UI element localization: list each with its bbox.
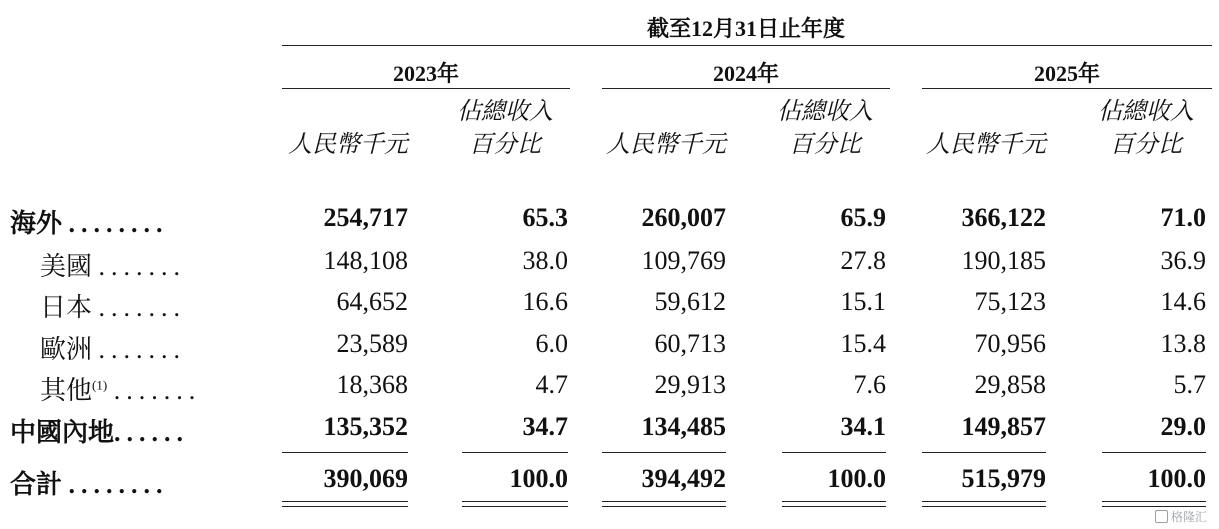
total-rule-top xyxy=(282,452,408,453)
year-rule-2023 xyxy=(282,88,570,89)
cell-mainland-2024-pct: 34.1 xyxy=(840,412,886,441)
cell-overseas-2025-rmb: 366,122 xyxy=(961,203,1046,232)
cell-usa-2025-pct: 36.9 xyxy=(1160,246,1206,275)
total-rule-top xyxy=(602,452,726,453)
row-label-mainland-china: 中國內地...... xyxy=(10,418,190,447)
total-double-rule xyxy=(602,501,726,507)
cell-others-2025-rmb: 29,858 xyxy=(974,370,1046,399)
col-rmb-2024: 人民幣千元 xyxy=(606,132,726,158)
cell-mainland-2023-pct: 34.7 xyxy=(522,412,568,441)
total-double-rule xyxy=(1102,501,1206,507)
cell-usa-2024-pct: 27.8 xyxy=(840,246,886,275)
row-label-japan: 日本 ....... xyxy=(40,293,187,322)
col-pct-2025 xyxy=(1080,96,1212,162)
total-double-rule xyxy=(282,501,408,507)
cell-europe-2023-pct: 6.0 xyxy=(535,329,568,358)
watermark-text: 格隆汇 xyxy=(1170,510,1207,524)
total-rule-top xyxy=(782,452,886,453)
total-double-rule xyxy=(782,501,886,507)
cell-total-2023-pct: 100.0 xyxy=(509,464,568,493)
period-title: 截至12月31日止年度 xyxy=(646,16,845,41)
cell-mainland-2025-rmb: 149,857 xyxy=(961,412,1046,441)
cell-overseas-2025-pct: 71.0 xyxy=(1160,203,1206,232)
cell-mainland-2025-pct: 29.0 xyxy=(1160,412,1206,441)
total-rule-top xyxy=(462,452,568,453)
year-rule-2025 xyxy=(922,88,1212,89)
col-pct-line1: 佔總收入 xyxy=(777,99,873,125)
cell-europe-2025-rmb: 70,956 xyxy=(974,329,1046,358)
cell-usa-2024-rmb: 109,769 xyxy=(641,246,726,275)
cell-others-2024-pct: 7.6 xyxy=(853,370,886,399)
cell-total-2025-pct: 100.0 xyxy=(1147,464,1206,493)
total-rule-top xyxy=(1102,452,1206,453)
watermark-logo-icon xyxy=(1155,510,1168,523)
col-pct-line2: 百分比 xyxy=(789,132,861,158)
cell-usa-2023-pct: 38.0 xyxy=(522,246,568,275)
cell-japan-2023-pct: 16.6 xyxy=(522,287,568,316)
row-label-others: 其他$^{(1)}$ ....... xyxy=(40,376,202,405)
col-pct-line2: 百分比 xyxy=(469,132,541,158)
col-rmb-2025: 人民幣千元 xyxy=(926,132,1046,158)
row-label-overseas: 海外 ........ xyxy=(10,209,169,238)
col-pct-2024 xyxy=(760,96,890,162)
col-rmb-2023: 人民幣千元 xyxy=(288,132,408,158)
cell-others-2024-rmb: 29,913 xyxy=(654,370,726,399)
cell-total-2024-pct: 100.0 xyxy=(827,464,886,493)
cell-europe-2025-pct: 13.8 xyxy=(1160,329,1206,358)
cell-usa-2025-rmb: 190,185 xyxy=(961,246,1046,275)
cell-total-2023-rmb: 390,069 xyxy=(323,464,408,493)
cell-japan-2025-pct: 14.6 xyxy=(1160,287,1206,316)
col-pct-line1: 佔總收入 xyxy=(1098,99,1194,125)
year-2025: 2025年 xyxy=(1033,61,1100,86)
cell-europe-2024-pct: 15.4 xyxy=(840,329,886,358)
cell-others-2023-rmb: 18,368 xyxy=(336,370,408,399)
total-double-rule xyxy=(922,501,1046,507)
cell-japan-2023-rmb: 64,652 xyxy=(336,287,408,316)
cell-total-2025-rmb: 515,979 xyxy=(961,464,1046,493)
col-pct-line2: 百分比 xyxy=(1110,132,1182,158)
cell-overseas-2024-pct: 65.9 xyxy=(840,203,886,232)
cell-usa-2023-rmb: 148,108 xyxy=(323,246,408,275)
row-label-total: 合計 ........ xyxy=(10,470,169,499)
cell-japan-2024-rmb: 59,612 xyxy=(654,287,726,316)
year-2023: 2023年 xyxy=(392,61,459,86)
cell-total-2024-rmb: 394,492 xyxy=(641,464,726,493)
cell-japan-2024-pct: 15.1 xyxy=(840,287,886,316)
cell-japan-2025-rmb: 75,123 xyxy=(974,287,1046,316)
total-double-rule xyxy=(462,501,568,507)
cell-others-2025-pct: 5.7 xyxy=(1173,370,1206,399)
cell-overseas-2024-rmb: 260,007 xyxy=(641,203,726,232)
cell-mainland-2023-rmb: 135,352 xyxy=(323,412,408,441)
footnote-marker: (1) xyxy=(92,377,108,393)
cell-overseas-2023-rmb: 254,717 xyxy=(323,203,408,232)
cell-europe-2023-rmb: 23,589 xyxy=(336,329,408,358)
year-2024: 2024年 xyxy=(712,61,779,86)
cell-others-2023-pct: 4.7 xyxy=(535,370,568,399)
total-rule-top xyxy=(922,452,1046,453)
col-pct-line1: 佔總收入 xyxy=(457,99,553,125)
cell-europe-2024-rmb: 60,713 xyxy=(654,329,726,358)
cell-overseas-2023-pct: 65.3 xyxy=(522,203,568,232)
watermark xyxy=(1155,508,1207,525)
col-pct-2023 xyxy=(440,96,570,162)
cell-mainland-2024-rmb: 134,485 xyxy=(641,412,726,441)
row-label-europe: 歐洲 ....... xyxy=(40,335,187,364)
period-rule xyxy=(282,45,1212,46)
year-rule-2024 xyxy=(602,88,890,89)
row-label-usa: 美國 ....... xyxy=(40,252,187,281)
